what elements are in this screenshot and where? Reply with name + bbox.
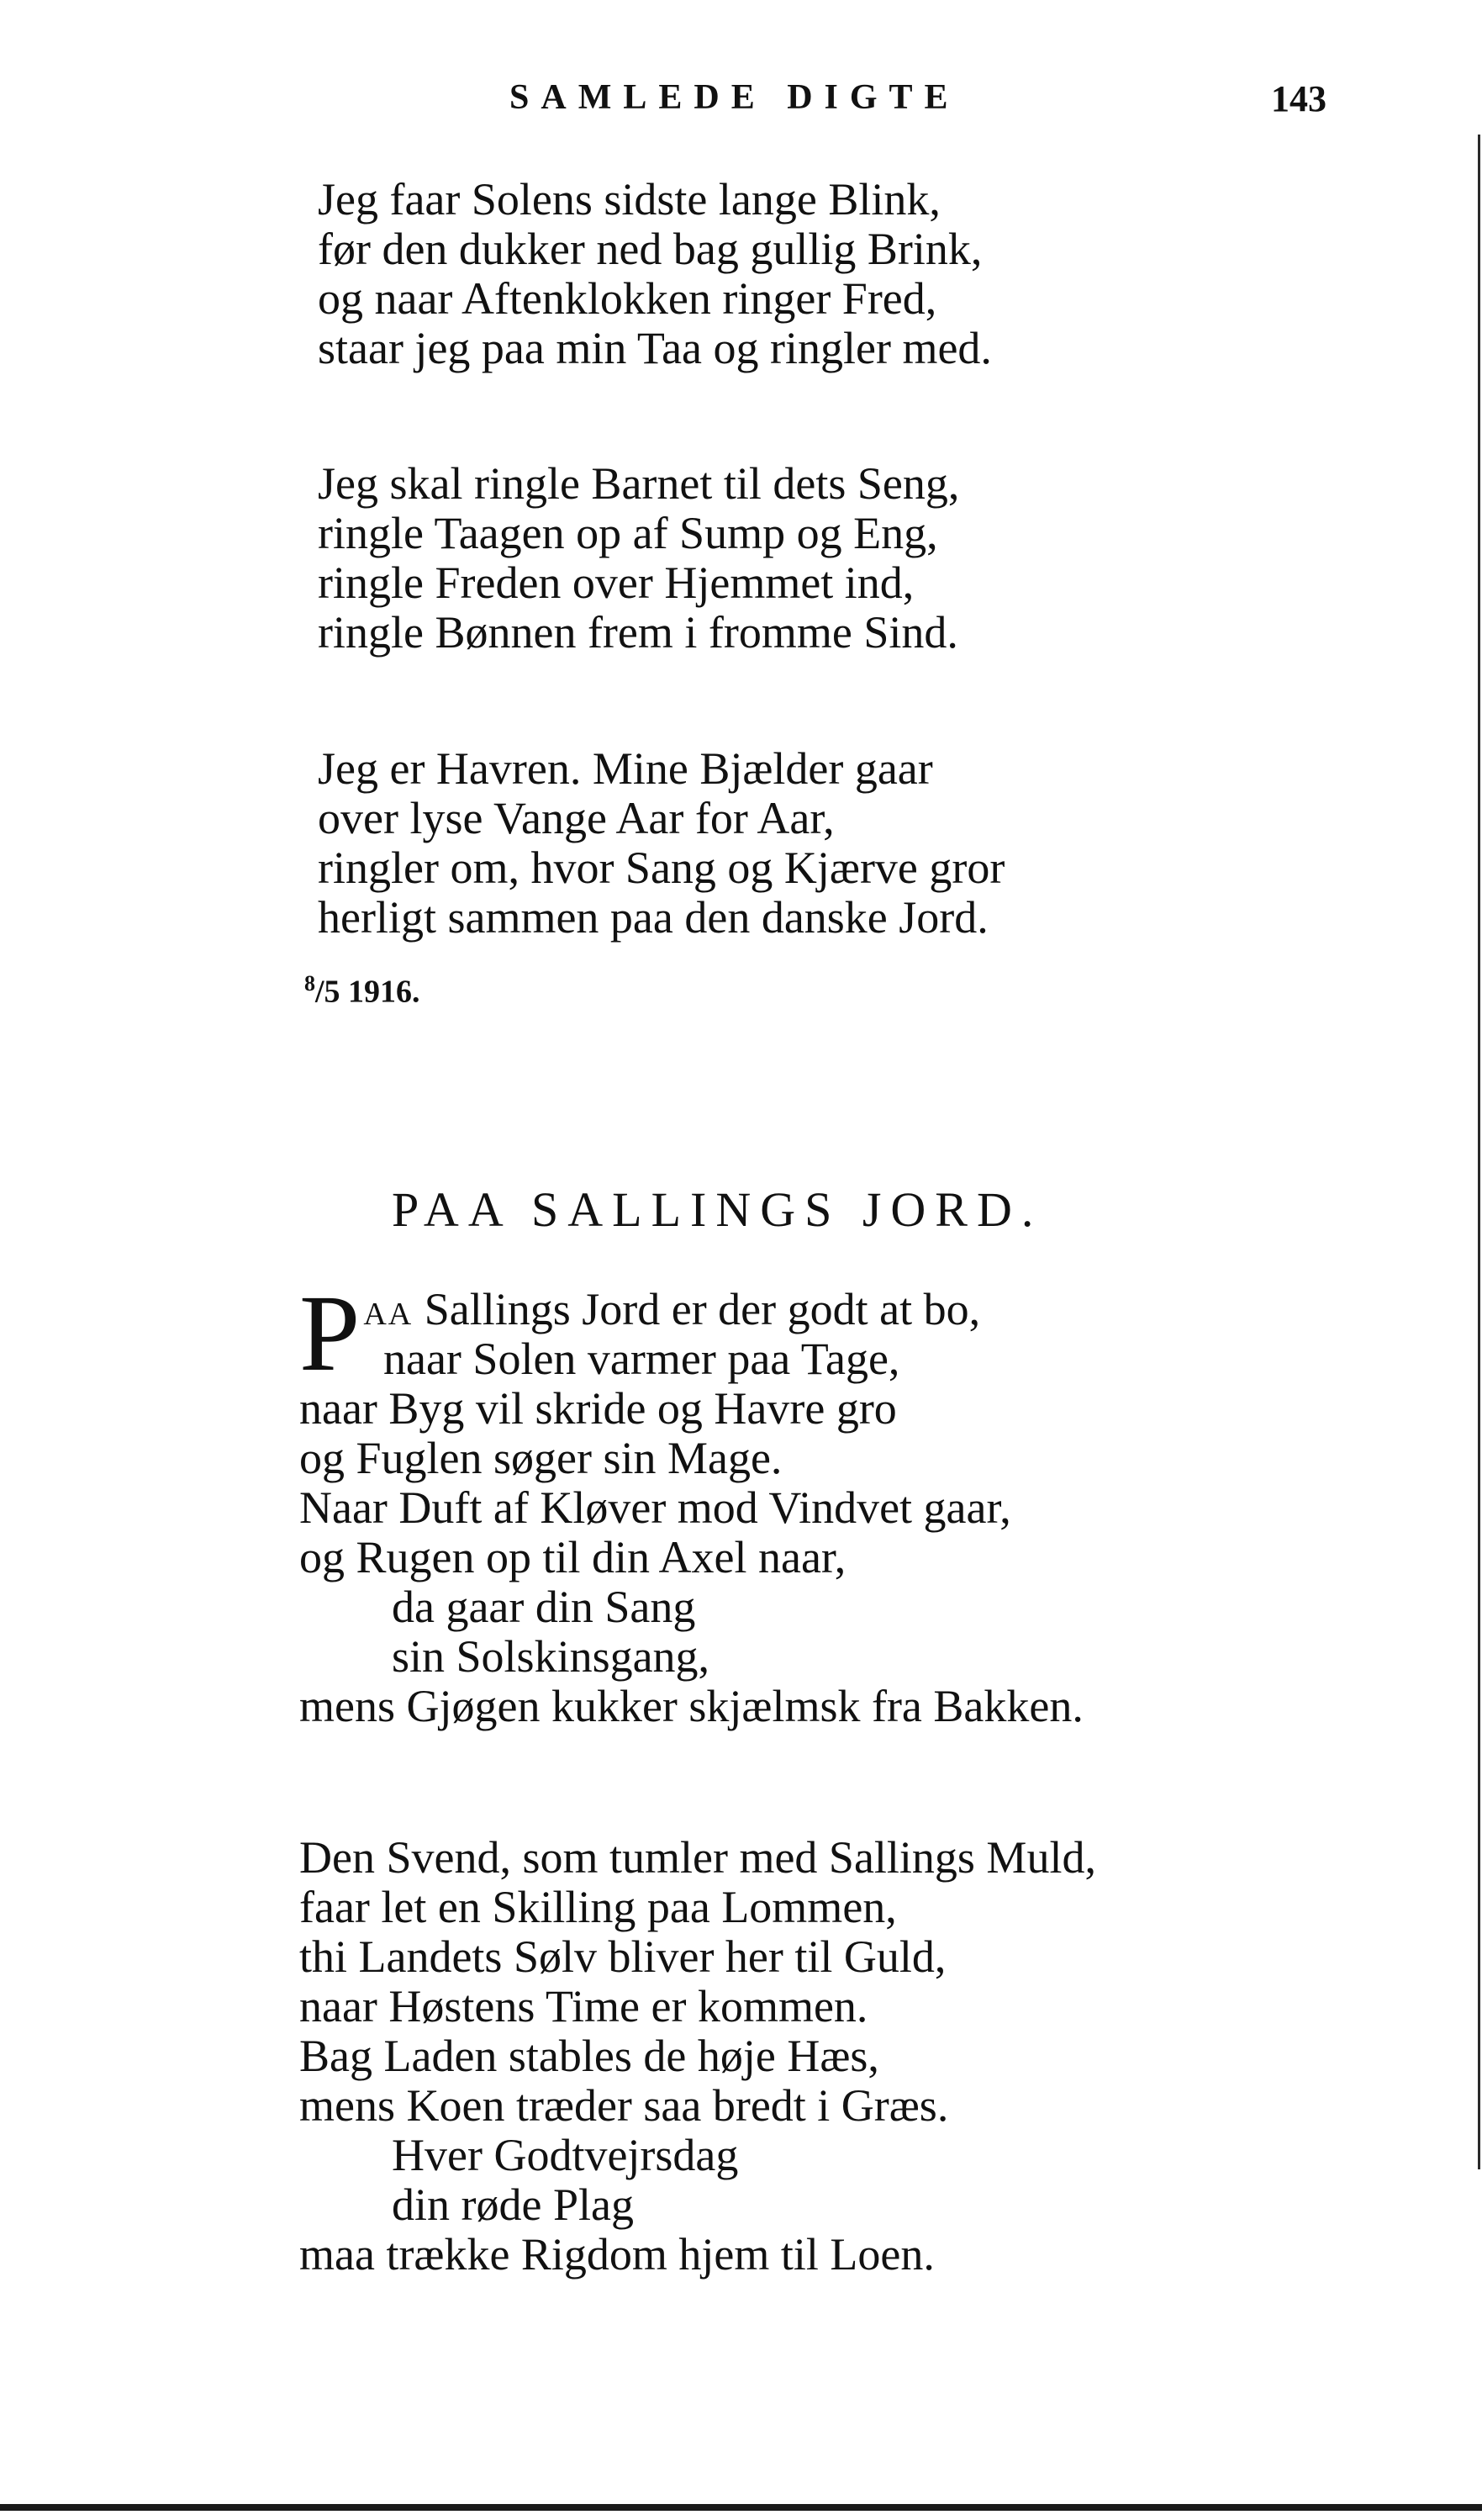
verse-line: mens Koen træder saa bredt i Græs. <box>299 2080 949 2131</box>
verse-line: mens Gjøgen kukker skjælmsk fra Bakken. <box>299 1681 1084 1731</box>
running-title: SAMLEDE DIGTE <box>509 78 960 117</box>
verse-line: Hver Godtvejrsdag <box>392 2130 739 2180</box>
verse-line: ringler om, hvor Sang og Kjærve gror <box>318 843 1005 893</box>
verse-line: og naar Aftenklokken ringer Fred, <box>318 273 937 324</box>
verse-line: Jeg er Havren. Mine Bjælder gaar <box>318 743 933 794</box>
verse-line: Jeg faar Solens sidste lange Blink, <box>318 174 941 225</box>
verse-line: ringle Freden over Hjemmet ind, <box>318 557 915 608</box>
verse-line: før den dukker ned bag gullig Brink, <box>318 224 983 274</box>
verse-line: din røde Plag <box>392 2179 634 2230</box>
verse-line: da gaar din Sang <box>392 1582 696 1632</box>
date-rest: /5 1916. <box>315 974 420 1010</box>
verse-line: faar let en Skilling paa Lommen, <box>299 1882 897 1932</box>
verse-line: og Fuglen søger sin Mage. <box>299 1433 783 1483</box>
first-line-rest: Sallings Jord er der godt at bo, <box>413 1284 981 1334</box>
first-line-block <box>299 1273 1084 1394</box>
verse-line: Den Svend, som tumler med Sallings Muld, <box>299 1832 1096 1883</box>
verse-line-first <box>299 1285 1084 1334</box>
poem1-stanza-1 <box>318 175 992 373</box>
verse-line: thi Landets Sølv bliver her til Guld, <box>299 1931 947 1982</box>
poem1-stanza-2 <box>318 459 959 658</box>
date-superscript: 8 <box>304 971 315 996</box>
verse-line: ringle Taagen op af Sump og Eng, <box>318 508 938 558</box>
verse-line: naar Høstens Time er kommen. <box>299 1981 868 2031</box>
verse-line: Naar Duft af Kløver mod Vindvet gaar, <box>299 1482 1011 1533</box>
poem-date <box>304 971 420 1011</box>
poem1-stanza-3 <box>318 744 1005 943</box>
verse-line: sin Solskinsgang, <box>392 1631 710 1682</box>
verse-line: over lyse Vange Aar for Aar, <box>318 793 835 843</box>
verse-line: naar Byg vil skride og Havre gro <box>299 1383 897 1434</box>
poem2-stanza-1 <box>299 1273 1084 1731</box>
verse-line: Jeg skal ringle Barnet til dets Seng, <box>318 458 960 509</box>
verse-line: naar Solen varmer paa Tage, <box>383 1334 900 1384</box>
smallcaps-lead: aa <box>363 1284 414 1334</box>
verse-line: staar jeg paa min Taa og ringler med. <box>318 323 992 373</box>
verse-line: og Rugen op til din Axel naar, <box>299 1532 846 1582</box>
page-edge-shadow <box>1478 135 1480 2169</box>
poem-title: PAA SALLINGS JORD. <box>392 1182 1043 1237</box>
verse-line: Bag Laden stables de høje Hæs, <box>299 2031 879 2081</box>
verse-line: herligt sammen paa den danske Jord. <box>318 892 989 943</box>
verse-line: maa trække Rigdom hjem til Loen. <box>299 2229 935 2280</box>
poem2-stanza-2 <box>299 1833 1096 2280</box>
page-number: 143 <box>1271 78 1326 119</box>
verse-line: ringle Bønnen frem i fromme Sind. <box>318 607 958 658</box>
drop-cap: P <box>299 1273 361 1394</box>
bottom-edge-rule <box>0 2504 1482 2511</box>
running-header <box>0 77 1482 128</box>
